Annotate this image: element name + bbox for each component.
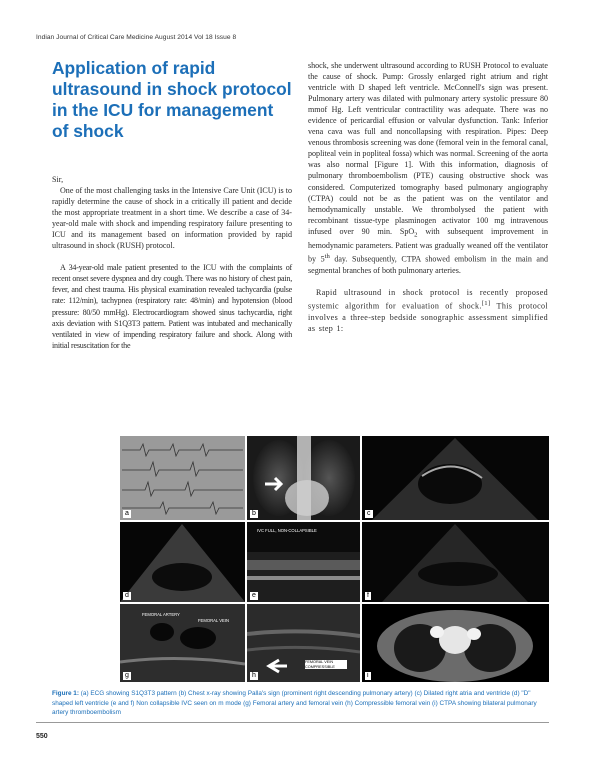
- panel-label-c: c: [367, 510, 371, 517]
- ctpa-image: [362, 604, 549, 682]
- panel-f-ivc: [362, 522, 549, 602]
- panel-label-d: d: [125, 592, 129, 599]
- panel-label-h: h: [252, 672, 256, 679]
- article-title: Application of rapid ultrasound in shock protocol in the ICU for management of shock: [52, 58, 292, 141]
- paragraph-protocol-text-2: This protocol involves a three-step bedside sonographic assessment simplified as step 1:: [308, 301, 548, 333]
- right-column: [308, 60, 548, 334]
- figure-caption: [52, 689, 549, 718]
- paragraph-rush: [308, 60, 548, 276]
- femoral-artery-label: FEMORAL ARTERY: [142, 612, 180, 617]
- panel-label-a: a: [125, 510, 129, 517]
- panel-g-femoral: [120, 604, 245, 682]
- panel-h-compressible-vein: [247, 604, 360, 682]
- paragraph-rush-text-3: with subsequent improvement in hemodynamic parameters. Patient was gradually weaned off the ventilator by 5: [308, 226, 549, 265]
- salutation: Sir,: [52, 175, 64, 184]
- ivc-overlay-text: IVC FULL, NON-COLLAPSIBLE: [257, 528, 317, 533]
- chest-xray-image: [247, 436, 360, 520]
- panel-i-ctpa: [362, 604, 549, 682]
- femoral-vessels-image: [120, 604, 245, 682]
- left-column: [52, 174, 292, 351]
- panel-a-ecg: [120, 436, 245, 520]
- panel-e-ivc: [247, 522, 360, 602]
- figure-1: [120, 436, 549, 682]
- ivc-mmode-image: [247, 522, 360, 602]
- panel-d-echo: [120, 522, 245, 602]
- d-shaped-ventricle-image: [120, 522, 245, 602]
- panel-label-e: e: [252, 592, 256, 599]
- spo2-subscript: 2: [414, 231, 418, 239]
- echo-image: [362, 436, 549, 520]
- paragraph-intro: One of the most challenging tasks in the Intensive Care Unit (ICU) is to rapidly determine the cause of shock in a critically ill patient and decide the most appropriate treatment in a short time. We describe a case of 34-year-old male with shock and impending respiratory failure presenting to ICU and its management based on information provided by rapid ultrasound in shock (RUSH) protocol.: [52, 186, 292, 251]
- compressible-vein-image: [247, 604, 360, 682]
- ecg-trace-image: [120, 436, 245, 520]
- figure-caption-label: Figure 1:: [52, 690, 79, 697]
- femoral-vein-label: FEMORAL VEIN: [198, 618, 230, 623]
- page-number: 550: [36, 733, 48, 740]
- panel-label-i: i: [367, 672, 369, 679]
- panel-label-f: f: [367, 592, 369, 599]
- footer-divider: [36, 722, 549, 723]
- panel-b-chest-xray: [247, 436, 360, 520]
- paragraph-rush-text: shock, she underwent ultrasound according to RUSH Protocol to evaluate the cause of shock. Pump: Grossly enlarged right atrium and right ventricle with D shaped left ventricle. McConnell's sign was present. Pulmonary artery was dilated with pulmonary artery systolic pressure 80 mmof Hg. Left ventricular contractility was adequate. There was no evidence of pericardial effusion or valvular dysfunction. Tank: Inferior vena cava was full and noncollapsing with respiration. Pipes: Deep venous thrombosis screening was done (femoral vein in the femoral canal, popliteal vein in popliteal fossa) which was normal. Screening of the aorta was also normal: [308, 61, 548, 170]
- reference-link[interactable]: [1]: [481, 300, 491, 308]
- figure-reference[interactable]: [Figure 1]: [374, 160, 412, 170]
- compressible-vein-label: FEMORAL VEIN COMPRESSIBLE: [305, 660, 347, 669]
- panel-label-g: g: [125, 672, 129, 679]
- panel-c-echo: [362, 436, 549, 520]
- paragraph-protocol-text: Rapid ultrasound in shock protocol is recently proposed systemic algorithm for evaluation of shock.: [308, 288, 548, 311]
- paragraph-case: A 34-year-old male patient presented to the ICU with the complaints of recent onset severe dyspnea and dry cough. There was no history of chest pain, fever, and chest trauma. His physical examination revealed tachycardia (pulse rate: 112/min), tachypnea (respiratory rate: 48/min) and hypotension (blood pressure: 80/50 mmHg). Electrocardiogram showed sinus tachycardia, right axis deviation with S1Q3T3 pattern. Patient was intubated and mechanically ventilated in view of impending respiratory failure and shock. Along with initial resuscitation for the: [52, 263, 292, 350]
- figure-caption-text: (a) ECG showing S1Q3T3 pattern (b) Chest x-ray showing Palla's sign (prominent right descending pulmonary artery) (c) Dilated right atria and ventricle (d) "D" shaped left ventricle (e and f) Non collapsible IVC seen on m mode (g) Femoral artery and femoral vein (h) Compressible femoral vein (i) CTPA showing bilateral pulmonary artery thromboembolism: [52, 690, 537, 717]
- panel-label-b: b: [252, 510, 256, 517]
- ivc-image: [362, 522, 549, 602]
- paragraph-protocol: [308, 287, 548, 334]
- journal-header: Indian Journal of Critical Care Medicine August 2014 Vol 18 Issue 8: [36, 34, 237, 41]
- day-superscript: th: [324, 253, 330, 261]
- paragraph-rush-text-2: . With this information, diagnosis of pulmonary thromboembolism (PTE) causing obstructive shock was considered. Computerized tomography based pulmonary angiography (CTPA) could not be as the patient was on the ventilator and hemodynamically unstable. We thrombolysed the patient with recombinant tissue-type plasminogen activator 100 mg intravenous infused over 90 min. SpO: [308, 160, 548, 236]
- paragraph-rush-text-4: day. Subsequently, CTPA showed embolism in the main and segmental branches of both pulmonary arteries.: [308, 255, 548, 276]
